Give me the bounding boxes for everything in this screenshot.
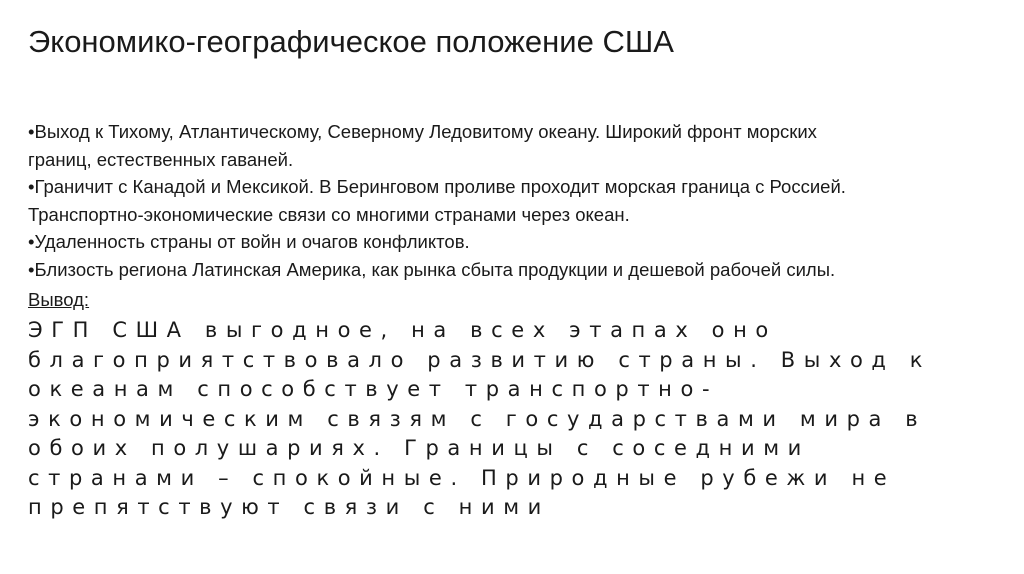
conclusion-label: Вывод: [28, 289, 90, 310]
bullet-line: •Близость региона Латинская Америка, как рынка сбыта продукции и дешевой рабочей силы. [28, 258, 836, 280]
bullet-line: границ, естественных гаваней. [28, 148, 294, 170]
conclusion-line: странами – спокойные. Природные рубежи не [28, 465, 896, 490]
bullet-line: •Выход к Тихому, Атлантическому, Северному Ледовитому океану. Широкий фронт морских [28, 121, 817, 142]
bullet-list [28, 118, 1008, 283]
conclusion-line: экономическим связям с государствами мира в [28, 406, 927, 431]
conclusion-line: ЭГП США выгодное, на всех этапах оно [28, 318, 777, 342]
bullet-line: •Граничит с Канадой и Мексикой. В Беринговом проливе проходит морская граница с Россией. [28, 176, 846, 197]
conclusion-line: препятствуют связи с ними [28, 495, 550, 519]
conclusion-line: благоприятствовало развитию страны. Выход к [28, 347, 932, 372]
bullet-line: Транспортно-экономические связи со многими странами через океан. [28, 203, 630, 225]
slide-title: Экономико-географическое положение США [28, 24, 674, 59]
conclusion-line: океанам способствует транспортно- [28, 377, 719, 401]
conclusion-line: обоих полушариях. Границы с соседними [28, 436, 810, 460]
bullet-line: •Удаленность страны от войн и очагов конфликтов. [28, 231, 470, 252]
conclusion-text [28, 316, 1008, 523]
